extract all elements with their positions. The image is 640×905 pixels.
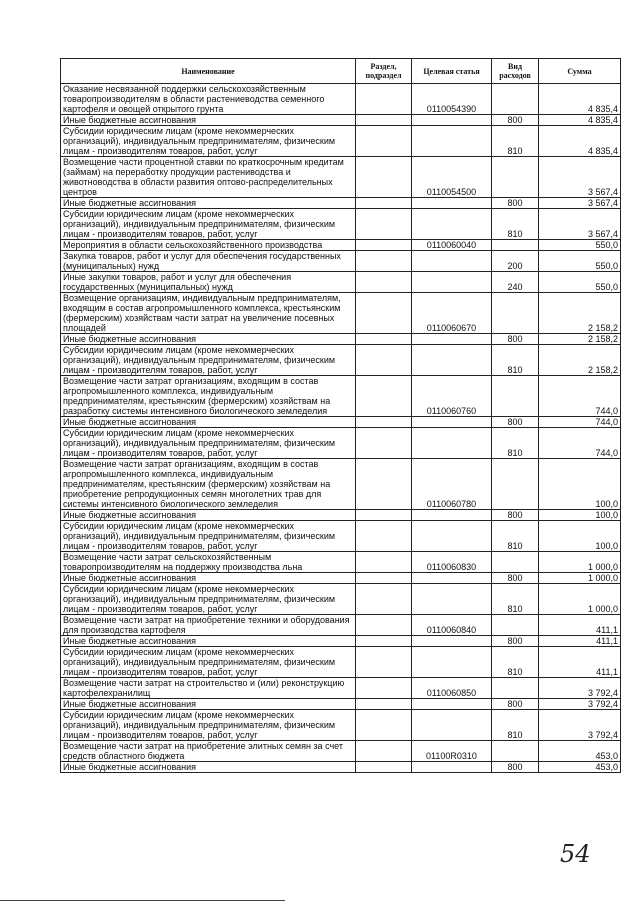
cell-sum: 411,1 [539,636,621,647]
cell-target [412,428,492,459]
cell-sum: 744,0 [539,428,621,459]
cell-type: 200 [492,251,539,272]
table-row [61,84,621,115]
cell-name: Субсидии юридическим лицам (кроме некоммерческих организаций), индивидуальным предпринимателям, физическим лицам - производителям товаров, работ, услуг [61,345,356,376]
cell-section [356,126,412,157]
cell-section [356,157,412,198]
cell-name: Субсидии юридическим лицам (кроме некоммерческих организаций), индивидуальным предпринимателям, физическим лицам - производителям товаров, работ, услуг [61,521,356,552]
header-sum: Сумма [539,59,621,84]
cell-section [356,699,412,710]
header-target: Целевая статья [412,59,492,84]
table-row [61,615,621,636]
cell-sum: 3 792,4 [539,678,621,699]
cell-name: Субсидии юридическим лицам (кроме некоммерческих организаций), индивидуальным предпринимателям, физическим лицам - производителям товаров, работ, услуг [61,647,356,678]
cell-target [412,272,492,293]
cell-sum: 1 000,0 [539,573,621,584]
cell-section [356,459,412,510]
table-row [61,272,621,293]
cell-sum: 3 567,4 [539,209,621,240]
cell-type [492,615,539,636]
cell-type: 810 [492,521,539,552]
table-row [61,647,621,678]
cell-type [492,552,539,573]
cell-section [356,209,412,240]
cell-target: 0110060040 [412,240,492,251]
table-row [61,251,621,272]
cell-section [356,762,412,773]
cell-sum: 3 567,4 [539,198,621,209]
cell-name: Иные бюджетные ассигнования [61,115,356,126]
cell-sum: 550,0 [539,240,621,251]
cell-name: Иные бюджетные ассигнования [61,334,356,345]
cell-type: 810 [492,345,539,376]
cell-target [412,209,492,240]
cell-section [356,510,412,521]
cell-target [412,699,492,710]
header-name: Наименование [61,59,356,84]
cell-type [492,157,539,198]
cell-target [412,198,492,209]
cell-name: Субсидии юридическим лицам (кроме некоммерческих организаций), индивидуальным предпринимателям, физическим лицам - производителям товаров, работ, услуг [61,209,356,240]
cell-section [356,552,412,573]
cell-section [356,710,412,741]
table-header-row [61,59,621,84]
cell-target: 0110060670 [412,293,492,334]
cell-type: 800 [492,510,539,521]
table-row [61,376,621,417]
cell-sum: 2 158,2 [539,293,621,334]
cell-target: 0110054500 [412,157,492,198]
page-number: 54 [560,840,591,868]
cell-sum: 2 158,2 [539,334,621,345]
cell-type: 810 [492,710,539,741]
cell-sum: 1 000,0 [539,584,621,615]
cell-name: Оказание несвязанной поддержки сельскохозяйственным товаропроизводителям в области растениеводства семенного картофеля и овощей открытого грунта [61,84,356,115]
cell-type: 810 [492,647,539,678]
cell-name: Иные бюджетные ассигнования [61,636,356,647]
header-type: Вид расходов [492,59,539,84]
cell-target: 0110060760 [412,376,492,417]
cell-name: Иные бюджетные ассигнования [61,573,356,584]
table-row [61,293,621,334]
cell-type [492,240,539,251]
cell-section [356,345,412,376]
cell-section [356,741,412,762]
cell-sum: 2 158,2 [539,345,621,376]
cell-sum: 4 835,4 [539,115,621,126]
cell-section [356,636,412,647]
cell-type: 800 [492,573,539,584]
table-row [61,552,621,573]
cell-target [412,345,492,376]
cell-type: 800 [492,762,539,773]
cell-target [412,115,492,126]
table-row [61,428,621,459]
cell-target [412,126,492,157]
cell-section [356,376,412,417]
cell-type: 240 [492,272,539,293]
cell-section [356,521,412,552]
cell-type [492,293,539,334]
cell-sum: 100,0 [539,510,621,521]
cell-section [356,251,412,272]
table-row [61,157,621,198]
table-row [61,345,621,376]
cell-name: Возмещение части затрат организациям, входящим в состав агропромышленного комплекса, индивидуальным предпринимателям, крестьянским (фермерским) хозяйствам на разработку системы интенсивного биологического земледелия [61,376,356,417]
cell-section [356,573,412,584]
cell-type [492,376,539,417]
cell-type: 800 [492,334,539,345]
table-row [61,126,621,157]
cell-target [412,521,492,552]
cell-target [412,584,492,615]
table-row [61,209,621,240]
cell-section [356,272,412,293]
budget-sheet [60,58,620,773]
cell-name: Субсидии юридическим лицам (кроме некоммерческих организаций), индивидуальным предпринимателям, физическим лицам - производителям товаров, работ, услуг [61,584,356,615]
cell-sum: 3 567,4 [539,157,621,198]
cell-target [412,636,492,647]
cell-type: 810 [492,209,539,240]
cell-name: Субсидии юридическим лицам (кроме некоммерческих организаций), индивидуальным предпринимателям, физическим лицам - производителям товаров, работ, услуг [61,428,356,459]
cell-type: 810 [492,428,539,459]
cell-sum: 453,0 [539,741,621,762]
cell-name: Субсидии юридическим лицам (кроме некоммерческих организаций), индивидуальным предпринимателям, физическим лицам - производителям товаров, работ, услуг [61,126,356,157]
cell-target [412,762,492,773]
cell-target [412,251,492,272]
table-row [61,115,621,126]
cell-target [412,334,492,345]
cell-target: 0110054390 [412,84,492,115]
cell-section [356,198,412,209]
cell-type [492,84,539,115]
cell-name: Иные бюджетные ассигнования [61,699,356,710]
cell-sum: 3 792,4 [539,710,621,741]
cell-target [412,417,492,428]
table-row [61,710,621,741]
cell-sum: 100,0 [539,521,621,552]
cell-name: Возмещение части затрат сельскохозяйственным товаропроизводителям на поддержку производства льна [61,552,356,573]
cell-target [412,647,492,678]
cell-name: Субсидии юридическим лицам (кроме некоммерческих организаций), индивидуальным предпринимателям, физическим лицам - производителям товаров, работ, услуг [61,710,356,741]
cell-sum: 100,0 [539,459,621,510]
cell-type: 800 [492,115,539,126]
table-row [61,240,621,251]
cell-type: 800 [492,699,539,710]
cell-section [356,428,412,459]
cell-name: Закупка товаров, работ и услуг для обеспечения государственных (муниципальных) нужд [61,251,356,272]
cell-name: Иные бюджетные ассигнования [61,417,356,428]
table-row [61,417,621,428]
table-row [61,678,621,699]
cell-name: Возмещение части затрат на приобретение элитных семян за счет средств областного бюджета [61,741,356,762]
table-row [61,334,621,345]
cell-sum: 411,1 [539,647,621,678]
cell-section [356,647,412,678]
cell-type [492,459,539,510]
cell-name: Иные бюджетные ассигнования [61,762,356,773]
cell-type: 800 [492,417,539,428]
cell-sum: 550,0 [539,272,621,293]
table-row [61,198,621,209]
table-row [61,459,621,510]
cell-target: 0110060780 [412,459,492,510]
cell-target: 0110060830 [412,552,492,573]
header-section: Раздел, подраздел [356,59,412,84]
table-row [61,699,621,710]
footer-rule [0,900,285,901]
cell-section [356,115,412,126]
table-row [61,573,621,584]
cell-name: Возмещение части затрат на приобретение техники и оборудования для производства картофеля [61,615,356,636]
table-row [61,510,621,521]
cell-name: Иные бюджетные ассигнования [61,510,356,521]
cell-section [356,678,412,699]
cell-target: 01100R0310 [412,741,492,762]
cell-section [356,615,412,636]
cell-name: Возмещение части процентной ставки по краткосрочным кредитам (займам) на переработку продукции растениводства и животноводства в области развития оптово-распределительных центров [61,157,356,198]
cell-section [356,584,412,615]
cell-sum: 411,1 [539,615,621,636]
cell-sum: 3 792,4 [539,699,621,710]
budget-table [60,58,621,773]
cell-type [492,678,539,699]
cell-name: Иные закупки товаров, работ и услуг для обеспечения государственных (муниципальных) нужд [61,272,356,293]
cell-target [412,710,492,741]
table-row [61,584,621,615]
cell-sum: 453,0 [539,762,621,773]
cell-sum: 4 835,4 [539,84,621,115]
table-row [61,762,621,773]
table-row [61,521,621,552]
cell-sum: 1 000,0 [539,552,621,573]
cell-name: Возмещение части затрат на строительство и (или) реконструкцию картофелехранилищ [61,678,356,699]
cell-name: Возмещение организациям, индивидуальным предпринимателям, входящим в состав агропромышленного комплекса, крестьянским (фермерским) хозяйствам части затрат на увеличение посевных площадей [61,293,356,334]
cell-target: 0110060850 [412,678,492,699]
cell-section [356,417,412,428]
cell-target: 0110060840 [412,615,492,636]
cell-type: 810 [492,126,539,157]
cell-section [356,240,412,251]
cell-section [356,293,412,334]
cell-name: Иные бюджетные ассигнования [61,198,356,209]
cell-target [412,573,492,584]
cell-sum: 4 835,4 [539,126,621,157]
cell-name: Возмещение части затрат организациям, входящим в состав агропромышленного комплекса, индивидуальным предпринимателям, крестьянским (фермерским) хозяйствам на приобретение репродукционных семян многолетних трав для системы интенсивного биологического земледелия [61,459,356,510]
cell-sum: 744,0 [539,417,621,428]
cell-sum: 744,0 [539,376,621,417]
cell-type: 800 [492,198,539,209]
cell-type: 810 [492,584,539,615]
cell-type: 800 [492,636,539,647]
cell-name: Мероприятия в области сельскохозяйственного производства [61,240,356,251]
cell-target [412,510,492,521]
cell-type [492,741,539,762]
table-row [61,636,621,647]
cell-section [356,84,412,115]
table-row [61,741,621,762]
cell-section [356,334,412,345]
cell-sum: 550,0 [539,251,621,272]
